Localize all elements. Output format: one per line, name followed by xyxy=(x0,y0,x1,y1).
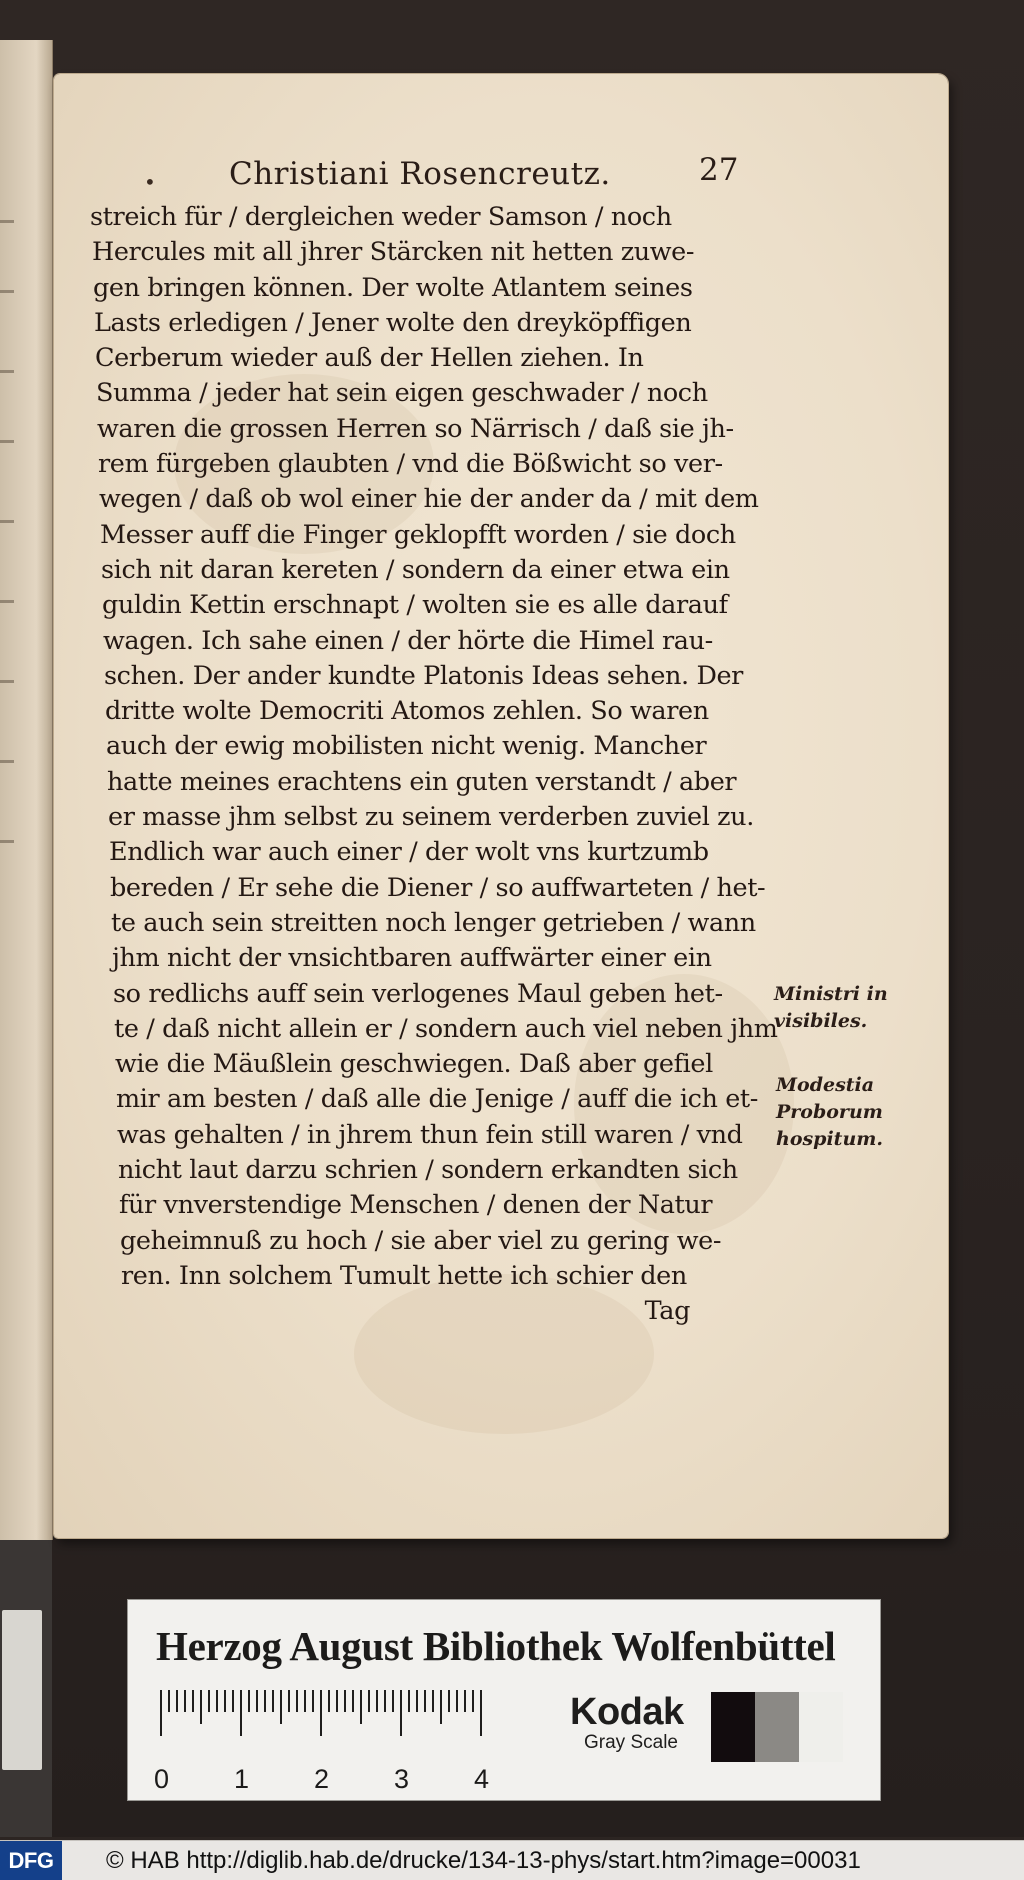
head-ornament: • xyxy=(144,170,156,194)
text-line: ren. Inn solchem Tumult hette ich schier den xyxy=(121,1260,687,1291)
text-line: guldin Kettin erschnapt / wolten sie es alle darauf xyxy=(102,590,728,621)
text-line: wie die Mäußlein geschwiegen. Daß aber gefiel xyxy=(115,1049,713,1080)
left-dark-strip xyxy=(0,1540,52,1837)
ruler-tick xyxy=(248,1690,250,1712)
text-line: Messer auff die Finger geklopfft worden / sie doch xyxy=(100,519,736,550)
ruler-tick xyxy=(472,1690,474,1712)
ruler-tick xyxy=(232,1690,234,1712)
ruler-tick xyxy=(400,1690,402,1736)
ruler-tick xyxy=(464,1690,466,1712)
footer-bar xyxy=(0,1840,1024,1880)
ruler-tick xyxy=(432,1690,434,1712)
ruler-tick xyxy=(192,1690,194,1712)
gray-swatch xyxy=(711,1692,755,1762)
ruler-tick xyxy=(256,1690,258,1712)
text-line: te auch sein streitten noch lenger getrieben / wann xyxy=(111,907,756,938)
plate-title: Herzog August Bibliothek Wolfenbüttel xyxy=(156,1623,836,1669)
kodak-label xyxy=(570,1692,684,1754)
ruler-tick xyxy=(288,1690,290,1712)
dfg-logo: DFG xyxy=(0,1841,62,1880)
marginal-note-ministri xyxy=(774,981,888,1035)
text-line: hatte meines erachtens ein guten verstandt / aber xyxy=(107,766,737,797)
ruler-tick xyxy=(344,1690,346,1712)
catchword: Tag xyxy=(644,1296,690,1327)
scale-ruler xyxy=(154,1690,554,1794)
marginal-line: hospitum. xyxy=(776,1128,883,1150)
ruler-tick xyxy=(224,1690,226,1712)
body-text xyxy=(90,200,778,1330)
text-line: Summa / jeder hat sein eigen geschwader / noch xyxy=(96,378,708,409)
text-line: für vnverstendige Menschen / denen der Natur xyxy=(119,1190,713,1221)
ruler-tick xyxy=(448,1690,450,1712)
ruler-tick xyxy=(304,1690,306,1712)
page-number: 27 xyxy=(699,152,739,188)
text-line: wagen. Ich sahe einen / der hörte die Himel rau- xyxy=(103,625,713,656)
text-line: gen bringen können. Der wolte Atlantem seines xyxy=(93,272,693,303)
text-line: mir am besten / daß alle die Jenige / auff die ich et- xyxy=(116,1084,758,1115)
marginal-note-modestia xyxy=(776,1072,883,1153)
marginal-line: Ministri in xyxy=(774,983,888,1005)
ruler-tick xyxy=(424,1690,426,1712)
text-line: Cerberum wieder auß der Hellen ziehen. In xyxy=(95,343,644,374)
text-line: Hercules mit all jhrer Stärcken nit hetten zuwe- xyxy=(92,237,695,268)
text-line: te / daß nicht allein er / sondern auch viel neben jhm xyxy=(114,1013,778,1044)
ruler-tick xyxy=(408,1690,410,1712)
ruler-tick xyxy=(272,1690,274,1712)
ruler-tick xyxy=(328,1690,330,1712)
previous-page-edge xyxy=(0,40,53,1540)
text-line: geheimnuß zu hoch / sie aber viel zu gering we- xyxy=(120,1225,722,1256)
text-line: er masse jhm selbst zu seinem verderben zuviel zu. xyxy=(108,802,754,833)
ruler-tick xyxy=(264,1690,266,1712)
ruler-tick xyxy=(160,1690,162,1736)
gray-swatch xyxy=(799,1692,843,1762)
ruler-tick xyxy=(376,1690,378,1712)
gray-swatch xyxy=(755,1692,799,1762)
book-page xyxy=(54,74,948,1538)
text-line: schen. Der ander kundte Platonis Ideas sehen. Der xyxy=(104,660,743,691)
ruler-tick xyxy=(168,1690,170,1712)
ruler-tick xyxy=(352,1690,354,1712)
text-line: rem fürgeben glaubten / vnd die Bößwicht so ver- xyxy=(98,449,723,480)
library-color-plate xyxy=(128,1600,880,1800)
ruler-tick xyxy=(208,1690,210,1712)
ruler-tick xyxy=(456,1690,458,1712)
ruler-tick xyxy=(320,1690,322,1736)
marginal-line: visibiles. xyxy=(774,1010,868,1032)
ruler-tick xyxy=(200,1690,202,1724)
text-line: wegen / daß ob wol einer hie der ander da / mit dem xyxy=(99,484,759,515)
ruler-tick xyxy=(184,1690,186,1712)
running-head-title: Christiani Rosencreutz. xyxy=(229,156,611,192)
ruler-tick xyxy=(416,1690,418,1712)
text-line: was gehalten / in jhrem thun fein still waren / vnd xyxy=(117,1119,743,1150)
text-line: so redlichs auff sein verlogenes Maul geben het- xyxy=(113,978,723,1009)
ruler-tick xyxy=(312,1690,314,1712)
copyright-link-text[interactable]: © HAB http://diglib.hab.de/drucke/134-13-phys/start.htm?image=00031 xyxy=(106,1847,861,1874)
text-line: jhm nicht der vnsichtbaren auffwärter einer ein xyxy=(112,943,712,974)
text-line: Lasts erledigen / Jener wolte den dreyköpffigen xyxy=(94,307,692,338)
kodak-brand: Kodak xyxy=(570,1691,684,1733)
marginal-line: Proborum xyxy=(776,1101,883,1123)
text-line: nicht laut darzu schrien / sondern erkandten sich xyxy=(118,1155,738,1186)
ruler-number: 4 xyxy=(474,1764,490,1794)
ruler-number: 2 xyxy=(314,1764,330,1794)
kodak-subtitle: Gray Scale xyxy=(584,1732,678,1753)
text-line: auch der ewig mobilisten nicht wenig. Mancher xyxy=(106,731,707,762)
text-line: streich für / dergleichen weder Samson / noch xyxy=(90,202,672,232)
text-line: sich nit daran kereten / sondern da einer etwa ein xyxy=(101,554,730,585)
ruler-tick xyxy=(216,1690,218,1712)
strip-label xyxy=(2,1610,42,1770)
ruler-number: 0 xyxy=(154,1764,170,1794)
gray-scale-swatches xyxy=(711,1692,843,1762)
ruler-number: 1 xyxy=(234,1764,250,1794)
ruler-tick xyxy=(336,1690,338,1712)
ruler-tick xyxy=(360,1690,362,1724)
ruler-tick xyxy=(240,1690,242,1736)
text-line: bereden / Er sehe die Diener / so auffwarteten / het- xyxy=(110,872,766,903)
ruler-number: 3 xyxy=(394,1764,410,1794)
ruler-tick xyxy=(296,1690,298,1712)
ruler-tick xyxy=(480,1690,482,1736)
text-line: dritte wolte Democriti Atomos zehlen. So waren xyxy=(105,696,709,727)
ruler-tick xyxy=(384,1690,386,1712)
marginal-line: Modestia xyxy=(776,1074,875,1096)
ruler-tick xyxy=(280,1690,282,1724)
ruler-tick xyxy=(440,1690,442,1724)
ruler-tick xyxy=(392,1690,394,1712)
ruler-tick xyxy=(176,1690,178,1712)
text-line: Endlich war auch einer / der wolt vns kurtzumb xyxy=(109,837,709,868)
ruler-tick xyxy=(368,1690,370,1712)
text-line: waren die grossen Herren so Närrisch / daß sie jh- xyxy=(97,413,734,444)
